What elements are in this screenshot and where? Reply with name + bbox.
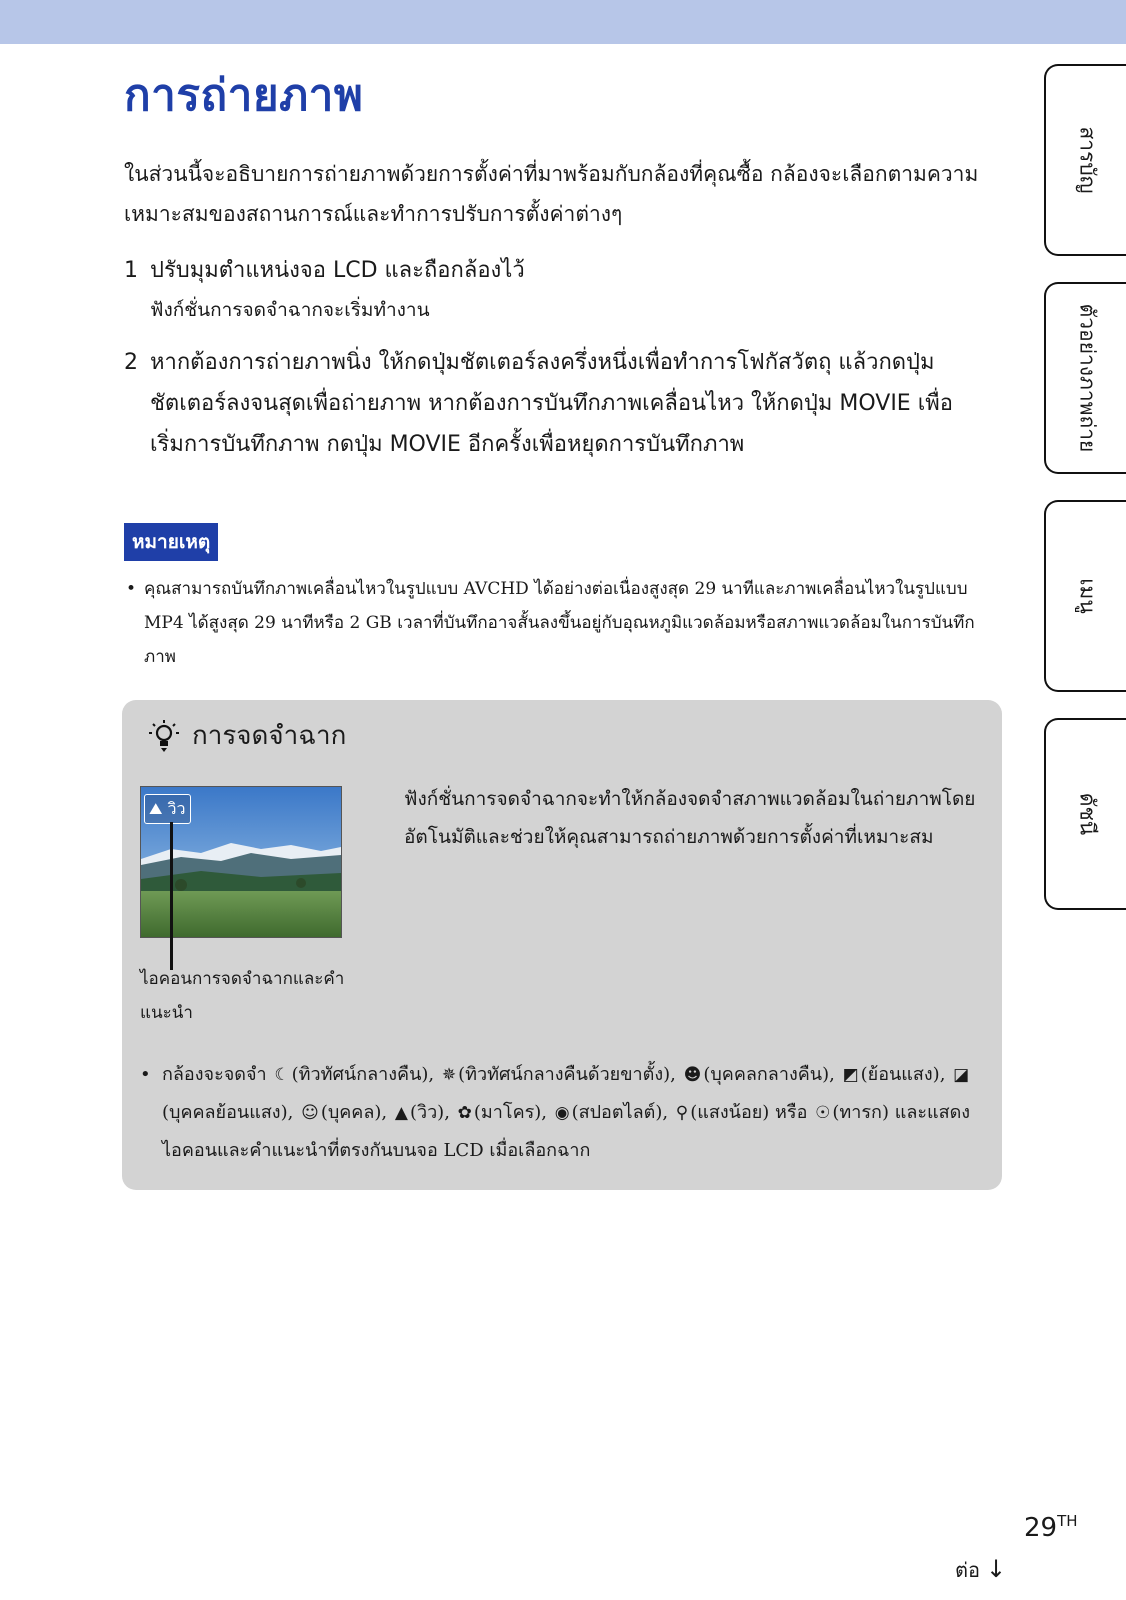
twilight-icon: ☾	[274, 1065, 290, 1085]
scene-label: (ทารก)	[832, 1102, 889, 1123]
landscape-icon: ⛰	[149, 799, 163, 818]
tab-sample-photos[interactable]	[1044, 282, 1126, 474]
landscape-icon: ▲	[394, 1103, 408, 1123]
step-number: 2	[124, 350, 138, 375]
backlight-icon: ◩	[842, 1065, 859, 1085]
scene-label: (มาโคร),	[473, 1102, 548, 1123]
callout-line	[170, 822, 173, 970]
bullet: •	[140, 1064, 151, 1085]
lightbulb-icon	[146, 718, 182, 754]
page-title: การถ่ายภาพ	[124, 70, 364, 121]
note-text: คุณสามารถบันทึกภาพเคลื่อนไหวในรูปแบบ AVCHD ได้อย่างต่อเนื่องสูงสุด 29 นาทีและภาพเคลื่อนไหวในรูปแบบ MP4 ได้สูงสุด 29 นาทีหรือ 2 GB เวลาที่บันทึกอาจสั้นลงขึ้นอยู่กับอุณหภูมิแวดล้อมหรือสภาพแวดล้อมในการบันทึกภาพ	[144, 579, 975, 667]
step-text: หากต้องการถ่ายภาพนิ่ง ให้กดปุ่มชัตเตอร์ลงครึ่งหนึ่งเพื่อทำการโฟกัสวัตถุ แล้วกดปุ่มชัตเตอร์ลงจนสุดเพื่อถ่ายภาพ หากต้องการบันทึกภาพเคลื่อนไหว ให้กดปุ่ม MOVIE เพื่อเริ่มการบันทึกภาพ กดปุ่ม MOVIE อีกครั้งเพื่อหยุดการบันทึกภาพ	[150, 350, 953, 457]
tab-contents[interactable]	[1044, 64, 1126, 256]
scene-label: (บุคคลย้อนแสง),	[162, 1102, 294, 1123]
step-subtext: ฟังก์ชั่นการจดจำฉากจะเริ่มทำงาน	[150, 299, 430, 321]
twilight-portrait-icon: ☻	[683, 1065, 702, 1085]
page-number-value: 29	[1024, 1513, 1058, 1543]
photo-caption: ไอคอนการจดจำฉากและคำแนะนำ	[140, 969, 345, 1023]
macro-icon: ✿	[457, 1103, 472, 1123]
scene-list	[140, 1056, 1012, 1169]
twilight-tripod-icon: ✵	[441, 1065, 457, 1085]
spotlight-icon: ◉	[554, 1103, 570, 1123]
header-band	[0, 0, 1126, 44]
tab-menu[interactable]	[1044, 500, 1126, 692]
step-text: ปรับมุมตำแหน่งจอ LCD และถือกล้องไว้	[150, 258, 525, 283]
step-1	[124, 250, 984, 329]
scene-label: (แสงน้อย) หรือ	[690, 1102, 808, 1123]
hint-title: การจดจำฉาก	[192, 721, 347, 751]
tab-label: เมนู	[1075, 578, 1100, 614]
scene-label: (วิว),	[409, 1102, 450, 1123]
scene-label: (สปอตไลต์),	[571, 1102, 669, 1123]
tab-label: ดัชนี	[1075, 792, 1100, 836]
tab-label: ตัวอย่างภาพถ่าย	[1075, 303, 1100, 453]
page-number	[1024, 1512, 1078, 1543]
backlight-portrait-icon: ◪	[953, 1065, 970, 1085]
scene-recognition-badge	[144, 794, 191, 824]
hint-description: ฟังก์ชั่นการจดจำฉากจะทำให้กล้องจดจำสภาพแวดล้อมในถ่ายภาพโดยอัตโนมัติและช่วยให้คุณสามารถถ่ายภาพด้วยการตั้งค่าที่เหมาะสม	[404, 788, 976, 848]
note-label: หมายเหตุ	[124, 523, 218, 561]
scene-label: (ย้อนแสง),	[860, 1064, 946, 1085]
scene-label: (ทิวทัศน์กลางคืนด้วยขาตั้ง),	[458, 1064, 676, 1085]
low-light-icon: ⚲	[675, 1103, 689, 1123]
tab-label: สารบัญ	[1075, 126, 1100, 194]
step-number: 1	[124, 258, 138, 283]
scene-label: (ทิวทัศน์กลางคืน),	[291, 1064, 435, 1085]
down-arrow-icon: ↓	[986, 1555, 1007, 1583]
continue-label: ต่อ	[955, 1558, 980, 1582]
note-paragraph	[124, 572, 984, 674]
scene-badge-label: วิว	[167, 799, 186, 818]
scene-list-tail: และแสดงไอคอนและคำแนะนำที่ตรงกันบนจอ LCD เมื่อเลือกฉาก	[162, 1102, 971, 1161]
intro-paragraph: ในส่วนนี้จะอธิบายการถ่ายภาพด้วยการตั้งค่าที่มาพร้อมกับกล้องที่คุณซื้อ กล้องจะเลือกตามความเหมาะสมของสถานการณ์และทำการปรับการตั้งค่าต่างๆ	[124, 162, 979, 226]
infant-icon: ☉	[815, 1103, 831, 1123]
scene-label: (บุคคลกลางคืน),	[703, 1064, 835, 1085]
hint-box	[122, 700, 1002, 1190]
scene-label: (บุคคล),	[320, 1102, 388, 1123]
tab-index[interactable]	[1044, 718, 1126, 910]
step-2	[124, 342, 984, 465]
scene-list-lead: กล้องจะจดจำ	[162, 1064, 267, 1085]
page-number-suffix: TH	[1057, 1512, 1078, 1530]
portrait-icon: ☺	[301, 1103, 319, 1123]
continue-link[interactable]	[955, 1554, 1006, 1586]
bullet: •	[126, 579, 137, 599]
